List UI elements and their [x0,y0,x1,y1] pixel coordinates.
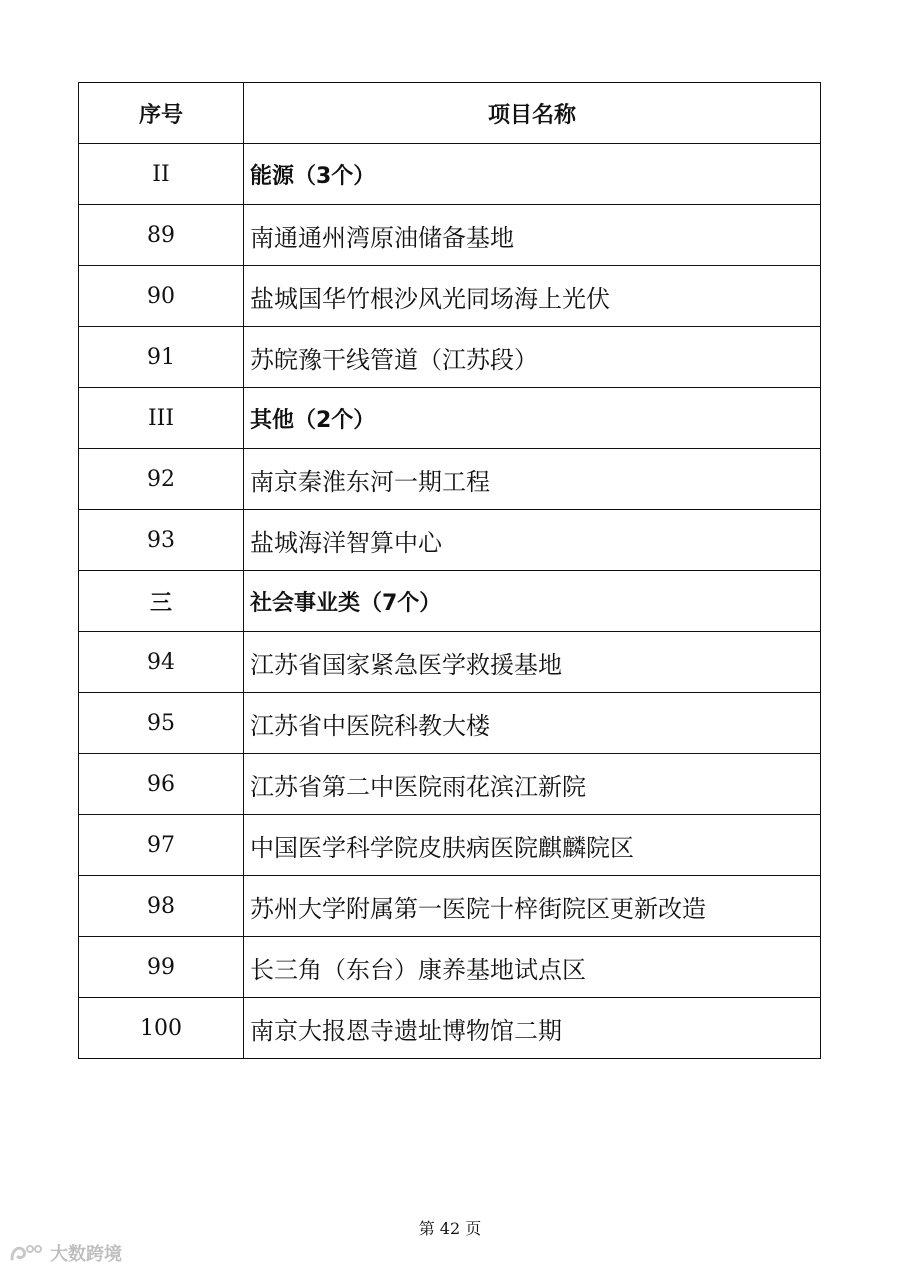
row-name: 社会事业类（7个） [244,571,821,632]
row-name: 苏皖豫干线管道（江苏段） [244,327,821,388]
table-row [79,449,821,510]
row-seq: 96 [79,754,244,815]
table-row [79,815,821,876]
row-name: 能源（3个） [244,144,821,205]
table-row [79,876,821,937]
row-seq: II [79,144,244,205]
row-name: 长三角（东台）康养基地试点区 [244,937,821,998]
watermark-text: 大数跨境 [50,1244,122,1265]
brand-logo-icon [8,1241,44,1265]
row-seq: 89 [79,205,244,266]
row-seq: 97 [79,815,244,876]
watermark [8,1240,122,1266]
row-seq: 100 [79,998,244,1059]
row-seq: III [79,388,244,449]
row-name: 苏州大学附属第一医院十梓街院区更新改造 [244,876,821,937]
row-seq: 90 [79,266,244,327]
row-seq: 94 [79,632,244,693]
row-name: 江苏省国家紧急医学救援基地 [244,632,821,693]
row-name: 南通通州湾原油储备基地 [244,205,821,266]
table-row [79,510,821,571]
project-table [78,82,821,1059]
page-number: 第 42 页 [418,1219,482,1238]
table-row [79,693,821,754]
row-seq: 99 [79,937,244,998]
header-seq: 序号 [79,83,244,144]
section-row [79,571,821,632]
row-name: 盐城国华竹根沙风光同场海上光伏 [244,266,821,327]
table-row [79,327,821,388]
row-seq: 95 [79,693,244,754]
row-seq: 91 [79,327,244,388]
row-name: 江苏省第二中医院雨花滨江新院 [244,754,821,815]
row-name: 江苏省中医院科教大楼 [244,693,821,754]
section-row [79,144,821,205]
table-row [79,205,821,266]
row-name: 盐城海洋智算中心 [244,510,821,571]
row-name: 其他（2个） [244,388,821,449]
row-seq: 93 [79,510,244,571]
table-row [79,632,821,693]
table-row [79,266,821,327]
row-seq: 三 [79,571,244,632]
table-row [79,998,821,1059]
table-row [79,937,821,998]
row-name: 中国医学科学院皮肤病医院麒麟院区 [244,815,821,876]
row-name: 南京秦淮东河一期工程 [244,449,821,510]
header-name: 项目名称 [244,83,821,144]
row-name: 南京大报恩寺遗址博物馆二期 [244,998,821,1059]
row-seq: 92 [79,449,244,510]
section-row [79,388,821,449]
table-row [79,754,821,815]
row-seq: 98 [79,876,244,937]
table-header-row [79,83,821,144]
